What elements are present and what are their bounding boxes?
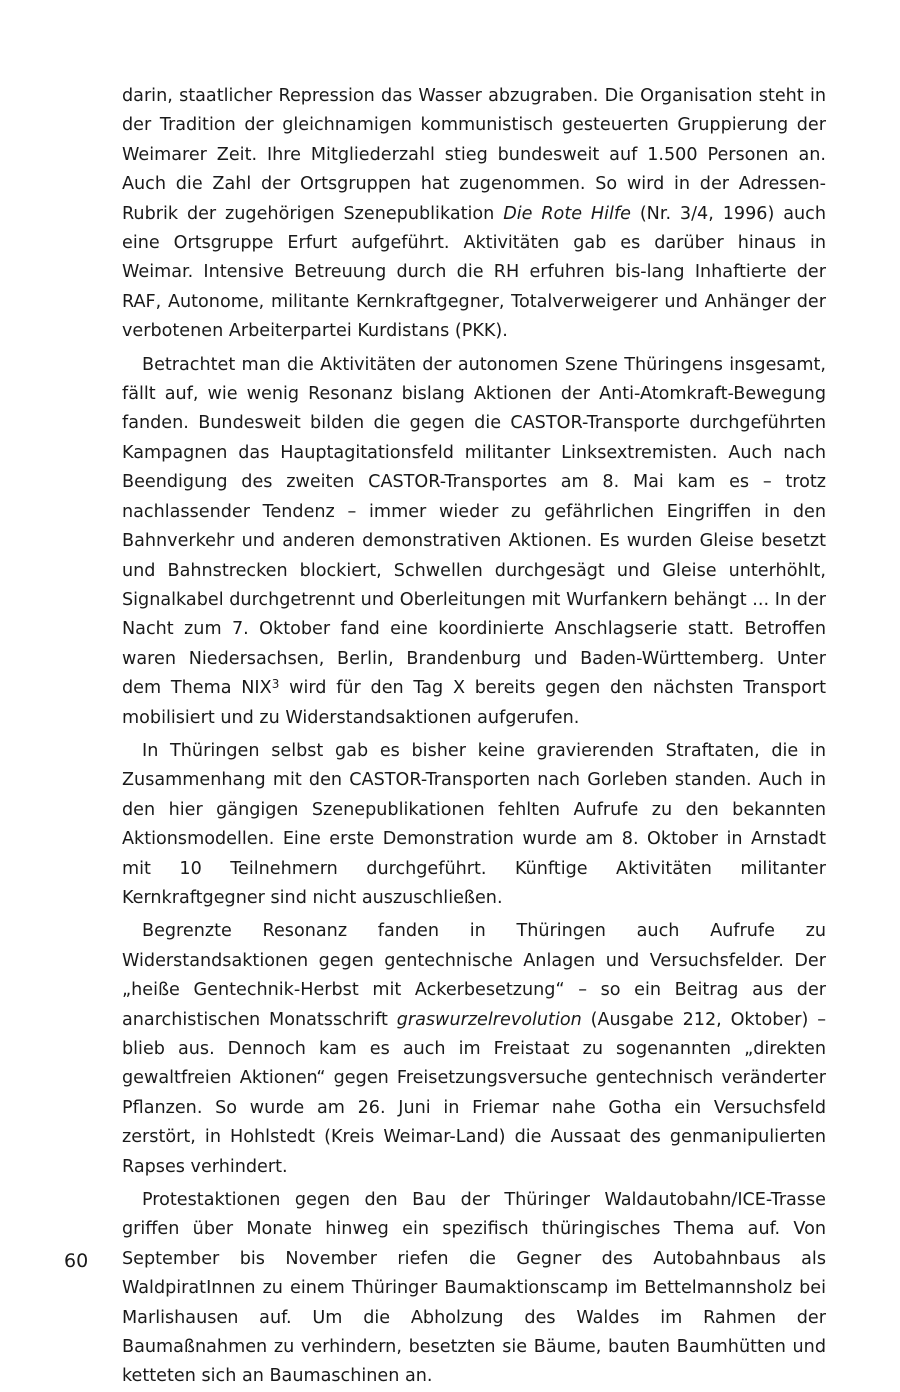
paragraph-2: Betrachtet man die Aktivitäten der autonomen Szene Thüringens insgesamt, fällt auf, wie wenig Resonanz bislang Aktionen der Anti-Atomkraft-Bewegung fanden. Bundesweit bilden die gegen die CASTOR-Transporte durchgeführten Kampagnen das Hauptagitationsfeld militanter Linksextremisten. Auch nach Beendigung des zweiten CASTOR-Transportes am 8. Mai kam es – trotz nachlassender Tendenz – immer wieder zu gefährlichen Eingriffen in den Bahnverkehr und anderen demonstrativen Aktionen. Es wurden Gleise besetzt und Bahnstrecken blockiert, Schwellen durchgesägt und Gleise unterhöhlt, Signalkabel durchgetrennt und Oberleitungen mit Wurfankern behängt ... In der Nacht zum 7. Oktober fand eine koordinierte Anschlagserie statt. Betroffen waren Niedersachsen, Berlin, Brandenburg und Baden-Württemberg. Unter dem Thema NIX$^3$ wird für den Tag X bereits gegen den nächsten Transport mobilisiert und zu Widerstandsaktionen aufgerufen.: [122, 354, 826, 728]
page-number: 60: [64, 1250, 89, 1272]
publication-title: Die Rote Hilfe: [503, 203, 631, 224]
body-text: [122, 82, 826, 1392]
paragraph-4: Begrenzte Resonanz fanden in Thüringen auch Aufrufe zu Widerstandsaktionen gegen gentechnische Anlagen und Versuchsfelder. Der „heiße Gentechnik-Herbst mit Ackerbesetzung“ – so ein Beitrag aus der anarchistischen Monatsschrift graswurzelrevolution (Ausgabe 212, Oktober) – blieb aus. Dennoch kam es auch im Freistaat zu sogenannten „direkten gewaltfreien Aktionen“ gegen Freisetzungsversuche gentechnisch veränderter Pflanzen. So wurde am 26. Juni in Friemar nahe Gotha ein Versuchsfeld zerstört, in Hohlstedt (Kreis Weimar-Land) die Aussaat des genmanipulierten Rapses verhindert.: [122, 921, 826, 1177]
superscript: 3: [271, 677, 280, 692]
publication-title: graswurzelrevolution: [396, 1009, 582, 1030]
paragraph-3: In Thüringen selbst gab es bisher keine gravierenden Straftaten, die in Zusammenhang mit den CASTOR-Transporten nach Gorleben standen. Auch in den hier gängigen Szenepublikationen fehlten Aufrufe zu den bekannten Aktionsmodellen. Eine erste Demonstration wurde am 8. Oktober in Arnstadt mit 10 Teilnehmern durchgeführt. Künftige Aktivitäten militanter Kernkraftgegner sind nicht auszuschließen.: [122, 740, 826, 908]
paragraph-1: darin, staatlicher Repression das Wasser abzugraben. Die Organisation steht in der Tradition der gleichnamigen kommunistisch gesteuerten Gruppierung der Weimarer Zeit. Ihre Mitgliederzahl stieg bundesweit auf 1.500 Personen an. Auch die Zahl der Ortsgruppen hat zugenommen. So wird in der Adressen-Rubrik der zugehörigen Szenepublikation Die Rote Hilfe (Nr. 3/4, 1996) auch eine Ortsgruppe Erfurt aufgeführt. Aktivitäten gab es darüber hinaus in Weimar. Intensive Betreuung durch die RH erfuhren bis-lang Inhaftierte der RAF, Autonome, militante Kernkraftgegner, Totalverweigerer und Anhänger der verbotenen Arbeiterpartei Kurdistans (PKK).: [122, 86, 826, 342]
paragraph-5: Protestaktionen gegen den Bau der Thüringer Waldautobahn/ICE-Trasse griffen über Monate hinweg ein spezifisch thüringisches Thema auf. Von September bis November riefen die Gegner des Autobahnbaus als WaldpiratInnen zu einem Thüringer Baumaktionscamp im Bettelmannsholz bei Marlishausen auf. Um die Abholzung des Waldes im Rahmen der Baumaßnahmen zu verhindern, besetzten sie Bäume, bauten Baumhütten und ketteten sich an Baumaschinen an.: [122, 1190, 826, 1387]
